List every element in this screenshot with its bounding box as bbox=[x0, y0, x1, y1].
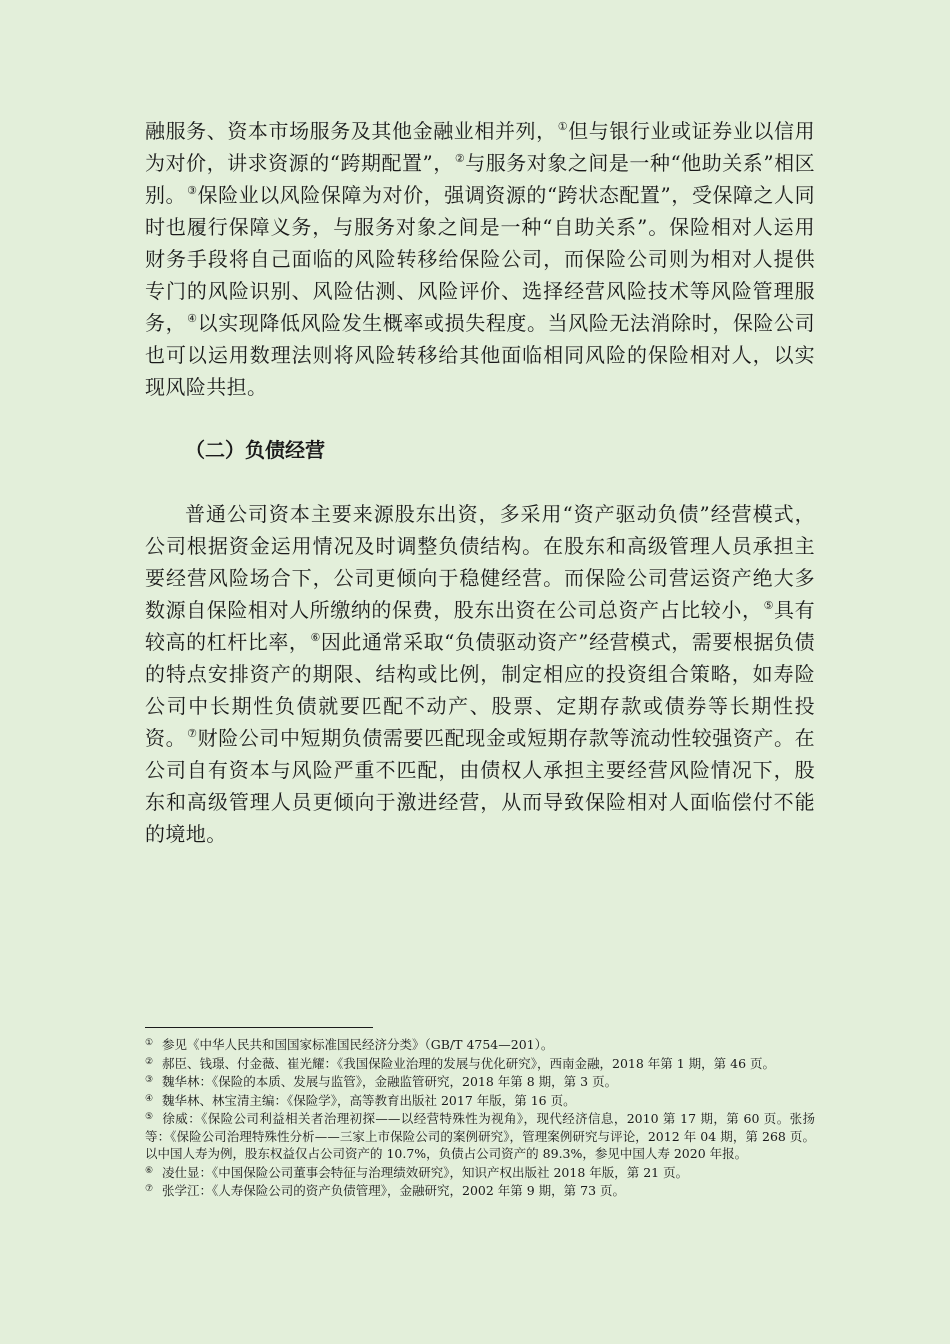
footnote-mark: ⑦ bbox=[145, 1184, 154, 1194]
paragraph-insurance-nature bbox=[145, 115, 815, 403]
text-run: 但与银行业或证券业以信用为对价，讲求资源的“跨期配置”， bbox=[145, 119, 815, 175]
footnote-text: 徐威：《保险公司利益相关者治理初探——以经营特殊性为视角》，现代经济信息，2010 第 17 期，第 60 页。张扬等：《保险公司治理特殊性分析——三家上市保险公司的案例研究》，管理案例研究与评论，2012 年 04 期，第 268 页。以中国人寿为例，股东权益仅占公司资产的 10.7%，负债占公司资产的 89.3%，参见中国人寿 2020 年报。 bbox=[145, 1111, 815, 1161]
footnote-text: 凌仕显：《中国保险公司董事会特征与治理绩效研究》，知识产权出版社 2018 年版，第 21 页。 bbox=[162, 1164, 689, 1180]
footnote-ref-2[interactable]: ② bbox=[454, 152, 466, 165]
footnote-7 bbox=[145, 1181, 815, 1200]
text-run: 具有较高的杠杆比率， bbox=[145, 598, 816, 654]
footnote-text: 参见《中华人民共和国国家标准国民经济分类》（GB/T 4754—201）。 bbox=[162, 1037, 554, 1052]
footnote-text: 魏华林、林宝清主编：《保险学》，高等教育出版社 2017 年版，第 16 页。 bbox=[162, 1092, 576, 1108]
text-run: 与服务对象之间是一种“他助关系”相区别。 bbox=[145, 151, 815, 207]
footnote-mark: ⑥ bbox=[145, 1165, 154, 1176]
footnote-6 bbox=[145, 1163, 815, 1182]
footnote-mark: ③ bbox=[145, 1075, 154, 1085]
text-run: 财险公司中短期负债需要匹配现金或短期存款等流动性较强资产。在公司自有资本与风险严重不匹配，由债权人承担主要经营风险情况下，股东和高级管理人员更倾向于激进经营，从而导致保险相对人面临偿付不能的境地。 bbox=[145, 726, 815, 846]
footnote-ref-1[interactable]: ① bbox=[557, 120, 569, 133]
text-run: 融服务、资本市场服务及其他金融业相并列， bbox=[145, 119, 557, 143]
footnote-ref-7[interactable]: ⑦ bbox=[187, 727, 198, 740]
footnote-ref-3[interactable]: ③ bbox=[187, 184, 198, 197]
footnote-1 bbox=[145, 1035, 815, 1054]
footnotes bbox=[145, 1035, 815, 1200]
section-heading: （二）负债经营 bbox=[185, 438, 325, 462]
footnote-5 bbox=[145, 1109, 815, 1163]
footnote-4 bbox=[145, 1091, 815, 1110]
footnote-ref-6[interactable]: ⑥ bbox=[310, 631, 321, 644]
footnote-text: 张学江：《人寿保险公司的资产负债管理》，金融研究，2002 年第 9 期，第 73 页。 bbox=[162, 1183, 626, 1198]
footnote-mark: ⑤ bbox=[145, 1112, 154, 1122]
footnote-text: 魏华林：《保险的本质、发展与监管》，金融监管研究，2018 年第 8 期，第 3 页。 bbox=[162, 1074, 618, 1089]
footnote-mark: ② bbox=[145, 1056, 154, 1067]
footnote-mark: ④ bbox=[145, 1093, 154, 1104]
text-run: 以实现降低风险发生概率或损失程度。当风险无法消除时，保险公司也可以运用数理法则将风险转移给其他面临相同风险的保险相对人，以实现风险共担。 bbox=[145, 311, 815, 399]
footnote-3 bbox=[145, 1072, 815, 1091]
footnote-mark: ① bbox=[145, 1038, 154, 1048]
text-run: 普通公司资本主要来源股东出资，多采用“资产驱动负债”经营模式，公司根据资金运用情况及时调整负债结构。在股东和高级管理人员承担主要经营风险场合下，公司更倾向于稳健经营。而保险公司营运资产绝大多数源自保险相对人所缴纳的保费，股东出资在公司总资产占比较小， bbox=[145, 502, 815, 622]
paragraph-liability-operation bbox=[145, 498, 815, 850]
text-run: 保险业以风险保障为对价，强调资源的“跨状态配置”，受保障之人同时也履行保障义务，与服务对象之间是一种“自助关系”。保险相对人运用财务手段将自己面临的风险转移给保险公司，而保险公司则为相对人提供专门的风险识别、风险估测、风险评价、选择经营风险技术等风险管理服务， bbox=[145, 183, 815, 335]
footnote-ref-5[interactable]: ⑤ bbox=[763, 599, 775, 612]
footnote-2 bbox=[145, 1054, 815, 1073]
footnote-ref-4[interactable]: ④ bbox=[187, 312, 198, 325]
footnote-text: 郝臣、钱璟、付金薇、崔光耀：《我国保险业治理的发展与优化研究》，西南金融，2018 年第 1 期，第 46 页。 bbox=[162, 1055, 776, 1071]
document-page bbox=[145, 115, 815, 850]
text-run: 因此通常采取“负债驱动资产”经营模式，需要根据负债的特点安排资产的期限、结构或比例，制定相应的投资组合策略，如寿险公司中长期性负债就要匹配不动产、股票、定期存款或债券等长期性投资。 bbox=[145, 630, 816, 750]
footnote-separator bbox=[145, 1027, 373, 1028]
